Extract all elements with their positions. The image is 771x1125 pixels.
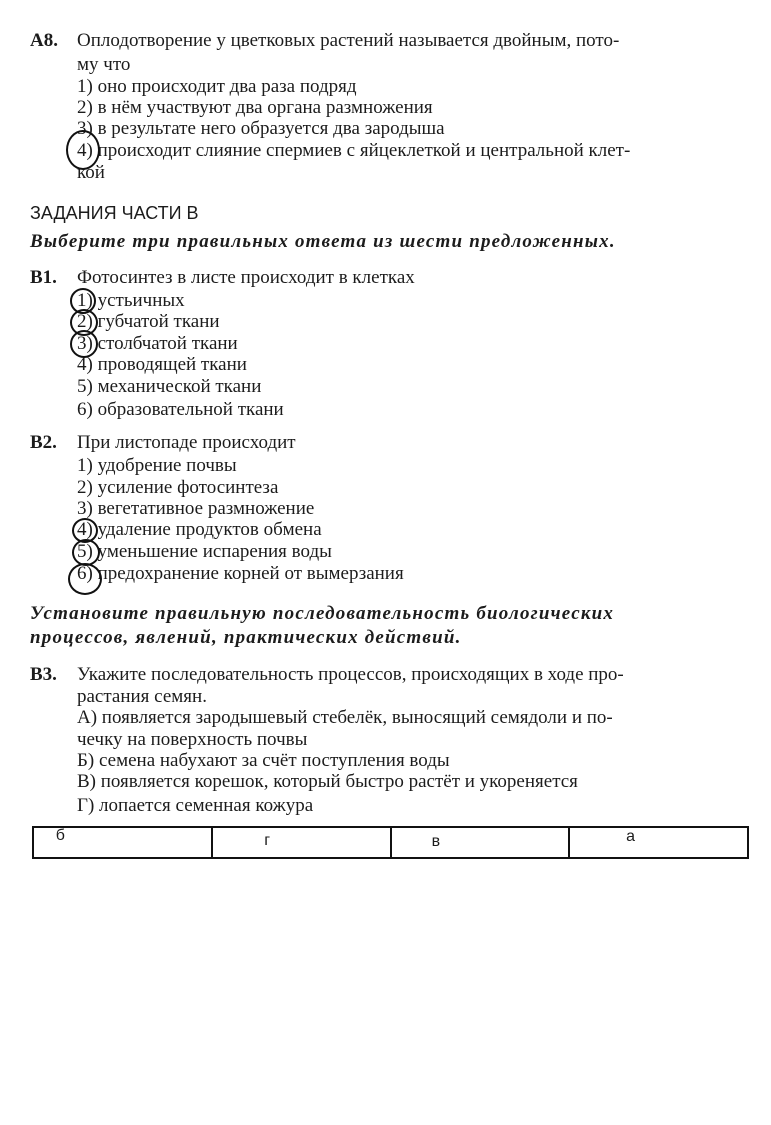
b3-option-b: Б) семена набухают за счёт поступления воды bbox=[77, 750, 450, 771]
b2-option-2: 2) усиление фотосинтеза bbox=[77, 477, 279, 498]
b1-option-2: 2) губчатой ткани bbox=[77, 311, 220, 332]
part-b-instruction-sequence-line1: Установите правильную последовательность биологических bbox=[30, 603, 615, 624]
b1-option-3: 3) столбчатой ткани bbox=[77, 333, 238, 354]
b2-option-5: 5) уменьшение испарения воды bbox=[77, 541, 332, 562]
b3-question-line2: растания семян. bbox=[77, 686, 207, 707]
b2-option-3: 3) вегетативное размножение bbox=[77, 498, 315, 519]
answer-cell[interactable] bbox=[569, 827, 748, 858]
a8-question-line1: Оплодотворение у цветковых растений называется двойным, пото- bbox=[77, 30, 620, 51]
answer-cell-text: а bbox=[626, 828, 636, 845]
a8-option-4-continued: кой bbox=[77, 162, 105, 183]
answer-cell-text: б bbox=[55, 827, 65, 844]
b1-question: Фотосинтез в листе происходит в клетках bbox=[77, 267, 415, 288]
question-number-a8: А8. bbox=[30, 30, 58, 51]
b2-option-1: 1) удобрение почвы bbox=[77, 455, 237, 476]
b1-option-6: 6) образовательной ткани bbox=[77, 399, 284, 420]
question-number-b2: В2. bbox=[30, 432, 57, 453]
b1-option-1: 1) устьичных bbox=[77, 290, 185, 311]
answer-circle-mark bbox=[66, 130, 100, 170]
answer-cell[interactable] bbox=[212, 827, 391, 858]
a8-option-1: 1) оно происходит два раза подряд bbox=[77, 76, 357, 97]
answer-circle-mark bbox=[70, 330, 98, 358]
question-number-b1: В1. bbox=[30, 267, 57, 288]
b3-question-line1: Укажите последовательность процессов, происходящих в ходе про- bbox=[77, 664, 624, 685]
answer-circle-mark bbox=[68, 563, 102, 595]
b2-question: При листопаде происходит bbox=[77, 432, 296, 453]
part-b-instruction-sequence-line2: процессов, явлений, практических действий. bbox=[30, 627, 462, 648]
answer-cell-text: в bbox=[431, 833, 441, 850]
b3-option-a-line2: чечку на поверхность почвы bbox=[77, 729, 308, 750]
b3-option-a-line1: А) появляется зародышевый стебелёк, выносящий семядоли и по- bbox=[77, 707, 613, 728]
part-b-instruction-select: Выберите три правильных ответа из шести предложенных. bbox=[30, 231, 616, 252]
answer-cell[interactable] bbox=[33, 827, 212, 858]
question-number-b3: В3. bbox=[30, 664, 57, 685]
part-b-heading: ЗАДАНИЯ ЧАСТИ В bbox=[30, 203, 199, 223]
a8-option-4: 4) происходит слияние спермиев с яйцеклеткой и центральной клет- bbox=[77, 140, 631, 161]
b1-option-5: 5) механической ткани bbox=[77, 376, 262, 397]
a8-question-line2: му что bbox=[77, 54, 131, 75]
b3-answer-table bbox=[32, 826, 749, 859]
b2-option-6: 6) предохранение корней от вымерзания bbox=[77, 563, 404, 584]
answer-cell[interactable] bbox=[391, 827, 570, 858]
a8-option-2: 2) в нём участвуют два органа размножения bbox=[77, 97, 433, 118]
answer-cell-text: г bbox=[264, 832, 271, 849]
b3-option-g: Г) лопается семенная кожура bbox=[77, 795, 314, 816]
b1-option-4: 4) проводящей ткани bbox=[77, 354, 247, 375]
b2-option-4: 4) удаление продуктов обмена bbox=[77, 519, 322, 540]
a8-option-3: 3) в результате него образуется два зародыша bbox=[77, 118, 445, 139]
b3-option-v: В) появляется корешок, который быстро растёт и укореняется bbox=[77, 771, 578, 792]
answer-circle-mark bbox=[72, 539, 100, 566]
